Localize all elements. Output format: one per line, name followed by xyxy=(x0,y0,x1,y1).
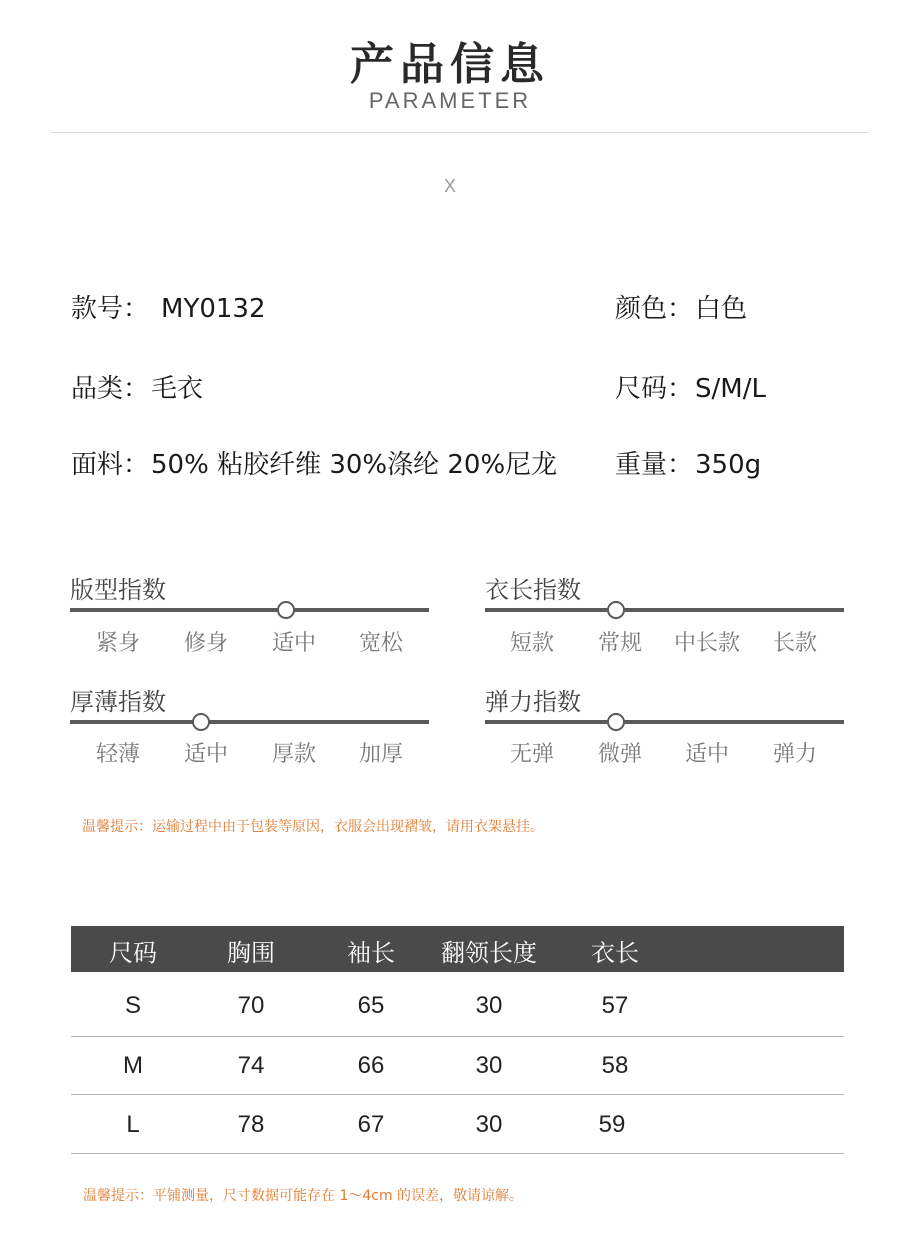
table-cell: 30 xyxy=(475,992,503,1019)
table-header-cell: 胸围 xyxy=(227,939,275,967)
fit-index-label: 紧身 xyxy=(95,631,140,656)
length-index-label: 长款 xyxy=(772,631,817,656)
category-value: 毛衣 xyxy=(151,374,204,404)
fit-index-marker xyxy=(277,601,295,619)
table-cell: 58 xyxy=(601,1052,629,1079)
category-label: 品类： xyxy=(71,374,150,404)
elasticity-index-label: 无弹 xyxy=(509,742,554,767)
weight-value: 350g xyxy=(695,450,762,480)
close-icon: X xyxy=(443,176,456,196)
table-row-divider xyxy=(71,1036,844,1037)
elasticity-index-title: 弹力指数 xyxy=(485,688,581,716)
table-cell: 66 xyxy=(357,1052,385,1079)
table-header-cell: 衣长 xyxy=(591,939,639,967)
table-cell: 67 xyxy=(357,1111,385,1138)
fabric-label: 面料： xyxy=(71,450,150,480)
length-index-marker xyxy=(607,601,625,619)
thickness-index-label: 适中 xyxy=(183,742,228,767)
size-info xyxy=(615,368,766,405)
elasticity-index-label: 弹力 xyxy=(772,742,817,767)
size-table-header xyxy=(71,926,844,972)
table-cell: L xyxy=(126,1111,140,1138)
category-info xyxy=(71,368,203,405)
length-index-label: 中长款 xyxy=(673,631,740,656)
thickness-index-label: 轻薄 xyxy=(95,742,140,767)
size-value: S/M/L xyxy=(695,374,766,404)
length-index-track xyxy=(485,608,844,612)
length-index-title: 衣长指数 xyxy=(485,576,581,604)
table-cell: 74 xyxy=(237,1052,265,1079)
thickness-index-label: 加厚 xyxy=(358,742,403,767)
elasticity-index-marker xyxy=(607,713,625,731)
table-cell: 30 xyxy=(475,1052,503,1079)
style-number xyxy=(71,288,266,325)
size-label: 尺码： xyxy=(615,374,694,404)
length-index-label: 短款 xyxy=(509,631,554,656)
measurement-note: 温馨提示：平铺测量，尺寸数据可能存在 1～4cm 的误差，敬请谅解。 xyxy=(83,1188,524,1204)
page-title: 产品信息 xyxy=(350,39,550,90)
table-header-cell: 翻领长度 xyxy=(441,939,537,967)
table-cell: 30 xyxy=(475,1111,503,1138)
style-number-value: MY0132 xyxy=(161,294,266,324)
thickness-index-title: 厚薄指数 xyxy=(70,688,166,716)
table-row-divider xyxy=(71,1094,844,1095)
table-cell: 70 xyxy=(237,992,265,1019)
fabric-value: 50% 粘胶纤维 30%涤纶 20%尼龙 xyxy=(151,450,558,480)
care-note: 温馨提示：运输过程中由于包装等原因，衣服会出现褶皱，请用衣架悬挂。 xyxy=(82,819,544,835)
color-info xyxy=(615,288,747,325)
color-label: 颜色： xyxy=(615,294,694,324)
table-cell: 65 xyxy=(357,992,385,1019)
thickness-index-label: 厚款 xyxy=(271,742,316,767)
elasticity-index-label: 适中 xyxy=(684,742,729,767)
fit-index-title: 版型指数 xyxy=(70,576,166,604)
fit-index-label: 宽松 xyxy=(358,631,403,656)
thickness-index-marker xyxy=(192,713,210,731)
table-cell: S xyxy=(124,992,141,1019)
table-header-cell: 袖长 xyxy=(347,939,395,967)
table-cell: 57 xyxy=(601,992,629,1019)
header-divider xyxy=(50,132,868,133)
page-subtitle: PARAMETER xyxy=(368,88,532,113)
table-row-divider xyxy=(71,1153,844,1154)
fit-index-label: 修身 xyxy=(183,631,228,656)
elasticity-index-label: 微弹 xyxy=(597,742,642,767)
style-number-label: 款号： xyxy=(71,294,150,324)
weight-info xyxy=(615,444,761,481)
table-header-cell: 尺码 xyxy=(109,939,157,967)
color-value: 白色 xyxy=(695,294,748,324)
elasticity-index-track xyxy=(485,720,844,724)
fit-index-label: 适中 xyxy=(271,631,316,656)
thickness-index-track xyxy=(70,720,429,724)
length-index-label: 常规 xyxy=(597,631,642,656)
table-cell: 78 xyxy=(237,1111,265,1138)
table-cell: M xyxy=(123,1052,143,1079)
weight-label: 重量： xyxy=(615,450,694,480)
fabric-info xyxy=(71,444,557,481)
table-cell: 59 xyxy=(598,1111,626,1138)
fit-index-track xyxy=(70,608,429,612)
